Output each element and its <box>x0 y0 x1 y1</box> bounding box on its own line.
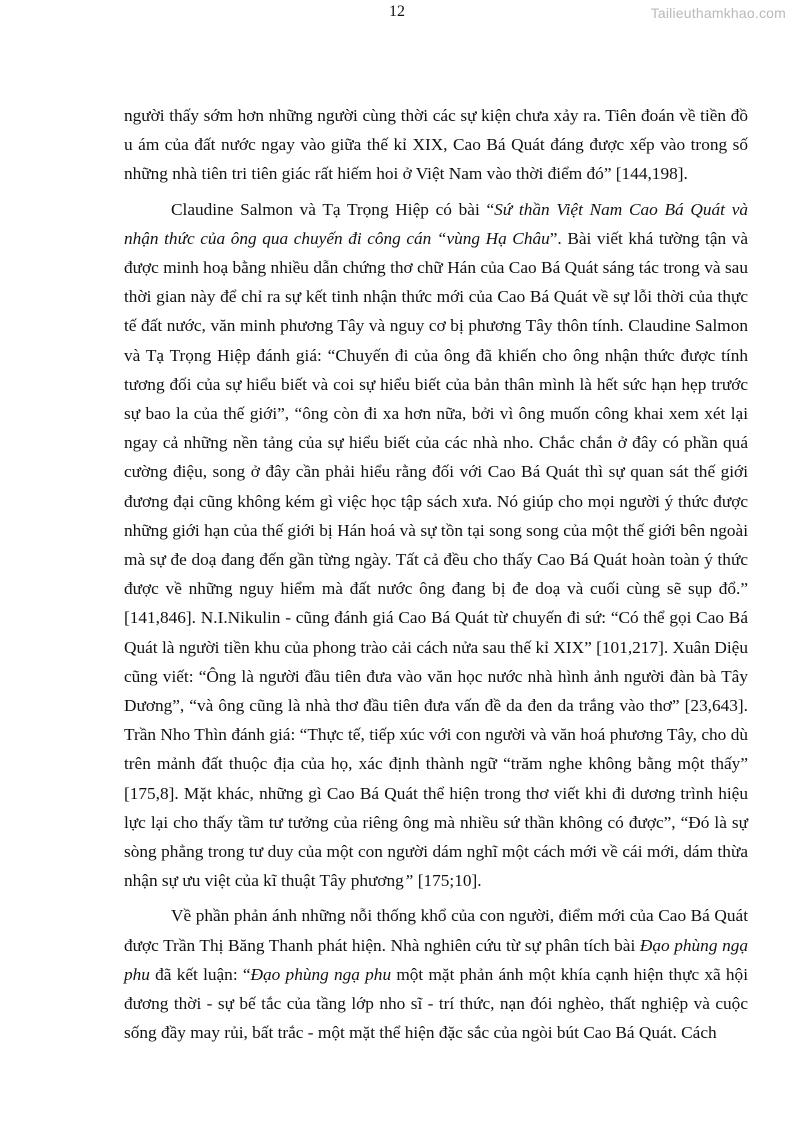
poem-title-quoted: Đạo phùng ngạ phu <box>250 964 392 984</box>
article-title: Sứ thần Việt Nam Cao Bá Quát và nhận thức của ông qua chuyến đi công cán “vùng Hạ Châu <box>124 199 748 248</box>
paragraph-2-citation: [175;10]. <box>413 871 482 891</box>
poem-title: Đạo phùng ngạ phu <box>124 935 748 984</box>
paragraph-3-text-mid: đã kết luận: “ <box>149 964 251 984</box>
paragraph-3-text-intro: Về phần phản ánh những nỗi thống khổ của con người, điểm mới của Cao Bá Quát được Trần Thị Băng Thanh phát hiện. Nhà nghiên cứu từ sự phân tích bài <box>124 906 748 955</box>
paragraph-1 <box>124 101 748 189</box>
paragraph-2 <box>124 195 748 896</box>
paragraph-2-closing-quote: ” <box>403 871 414 891</box>
document-body <box>124 101 748 1054</box>
page-number: 12 <box>389 3 405 20</box>
paragraph-3-text-body: một mặt phản ánh một khía cạnh hiện thực xã hội đương thời - sự bế tắc của tầng lớp nho sĩ - trí thức, nạn đói nghèo, thất nghiệp và cuộc sống đầy may rủi, bất trắc - một mặt thể hiện đặc sắc của ngòi bút Cao Bá Quát. Cách <box>124 964 748 1043</box>
watermark-text: Tailieuthamkhao.com <box>650 5 786 21</box>
paragraph-2-text-intro: Claudine Salmon và Tạ Trọng Hiệp có bài “ <box>171 199 495 219</box>
paragraph-2-text-body: ”. Bài viết khá tường tận và được minh hoạ bằng nhiều dẫn chứng thơ chữ Hán của Cao Bá Quát sáng tác trong và sau thời gian này để chỉ ra sự kết tinh nhận thức mới của Cao Bá Quát về sự lỗi thời của thực tế đất nước, văn minh phương Tây và nguy cơ bị phương Tây thôn tính. Claudine Salmon và Tạ Trọng Hiệp đánh giá: “Chuyến đi của ông đã khiến cho ông nhận thức được tính tương đối của sự hiểu biết và coi sự hiểu biết của bản thân mình là hết sức hạn hẹp trước sự bao la của thế giới”, “ông còn đi xa hơn nữa, bởi vì ông muốn công khai xem xét lại ngay cả những nền tảng của sự hiểu biết của các nhà nho. Chắc chắn ở đây có phần quá cường điệu, song ở đây cần phải hiểu rằng đối với Cao Bá Quát thì sự quan sát thế giới đương đại cũng không kém gì việc học tập sách xưa. Nó giúp cho mọi người ý thức được những giới hạn của thế giới bị Hán hoá và sự tồn tại song song của một thế giới bên ngoài mà sự đe doạ đang đến gần từng ngày. Tất cả đều cho thấy Cao Bá Quát hoàn toàn ý thức được về những nguy hiểm mà đất nước ông đang bị đe doạ và cuối cùng sẽ sụp đổ.” [141,846]. N.I.Nikulin - cũng đánh giá Cao Bá Quát từ chuyến đi sứ: “Có thể gọi Cao Bá Quát là người tiền khu của phong trào cải cách nửa sau thế kỉ XIX” [101,217]. Xuân Diệu cũng viết: “Ông là người đầu tiên đưa vào văn học nước nhà hình ảnh người đàn bà Tây Dương”, “và ông cũng là nhà thơ đầu tiên đưa vấn đề da đen da trắng vào thơ” [23,643]. Trần Nho Thìn đánh giá: “Thực tế, tiếp xúc với con người và văn hoá phương Tây, cho dù trên mảnh đất thuộc địa của họ, xác định thành ngữ “trăm nghe không bằng một thấy” [175,8]. Mặt khác, những gì Cao Bá Quát thể hiện trong thơ viết khi đi dương trình hiệu lực lại cho thấy tầm tư tưởng của riêng ông mà nhiều sứ thần không có được”, “Đó là sự sòng phẳng trong tư duy của một con người dám nghĩ một cách mới về cái mới, dám thừa nhận sự ưu việt của kĩ thuật Tây phương <box>124 228 748 891</box>
paragraph-1-text: người thấy sớm hơn những người cùng thời các sự kiện chưa xảy ra. Tiên đoán về tiền đồ u ám của đất nước ngay vào giữa thế kỉ XIX, Cao Bá Quát đáng được xếp vào trong số những nhà tiên tri tiên giác rất hiếm hoi ở Việt Nam vào thời điểm đó” [144,198]. <box>124 106 748 184</box>
paragraph-3 <box>124 901 748 1047</box>
